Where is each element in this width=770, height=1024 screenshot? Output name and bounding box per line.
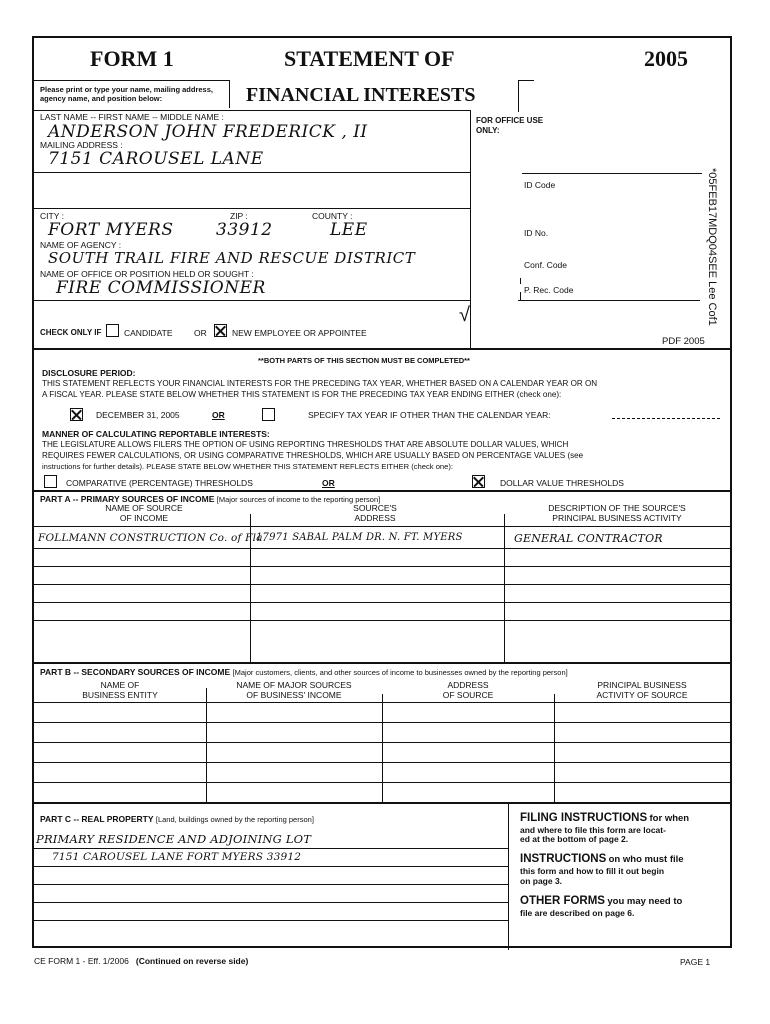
or-label: OR bbox=[194, 328, 207, 338]
part-b-note: [Major customers, clients, and other sources of income to businesses owned by the reporting person] bbox=[232, 668, 568, 677]
part-a-col3-header bbox=[504, 503, 730, 523]
office-value[interactable]: FIRE COMMISSIONER bbox=[56, 278, 266, 298]
dollar-value-checkbox[interactable] bbox=[472, 475, 485, 488]
check-only-if: CHECK ONLY IF bbox=[40, 328, 102, 337]
zip-value[interactable]: 33912 bbox=[216, 220, 273, 240]
name-value[interactable]: ANDERSON JOHN FREDERICK , II bbox=[48, 122, 368, 142]
county-label: COUNTY : bbox=[312, 211, 353, 221]
mailing-label: MAILING ADDRESS : bbox=[40, 140, 123, 150]
check-mark: √ bbox=[459, 304, 470, 326]
id-no-label: ID No. bbox=[524, 228, 549, 238]
part-b-col1-header bbox=[34, 680, 206, 700]
city-value[interactable]: FORT MYERS bbox=[48, 220, 174, 240]
form-1-page bbox=[32, 36, 732, 948]
part-b-col4-header bbox=[554, 680, 730, 700]
part-b-col4-l2: ACTIVITY OF SOURCE bbox=[596, 690, 688, 701]
p-rec-code-label: P. Rec. Code bbox=[524, 285, 574, 295]
office-label: NAME OF OFFICE OR POSITION HELD OR SOUGHT : bbox=[40, 269, 254, 279]
specify-tax-year-checkbox[interactable] bbox=[262, 408, 275, 421]
candidate-label: CANDIDATE bbox=[124, 328, 173, 338]
part-b-col2-header bbox=[206, 680, 382, 700]
instructions-panel bbox=[520, 812, 726, 918]
other-forms-l2: file are described on page 6. bbox=[520, 907, 635, 918]
december-label: DECEMBER 31, 2005 bbox=[96, 410, 180, 420]
part-c-heading-line bbox=[40, 814, 314, 824]
part-b-col3-l2: OF SOURCE bbox=[442, 690, 494, 701]
part-b-heading-line bbox=[40, 667, 568, 677]
part-b-heading: PART B -- SECONDARY SOURCES OF INCOME bbox=[40, 667, 231, 677]
filing-instructions-l3: ed at the bottom of page 2. bbox=[520, 834, 629, 845]
specify-tax-year-field[interactable] bbox=[612, 418, 720, 419]
instructions-tail: on who must file bbox=[608, 854, 684, 866]
mailing-value[interactable]: 7151 CAROUSEL LANE bbox=[48, 149, 264, 169]
instructions-l3: on page 3. bbox=[520, 875, 563, 886]
both-parts-note: **BOTH PARTS OF THIS SECTION MUST BE COMPLETED** bbox=[258, 356, 470, 365]
agency-value[interactable]: SOUTH TRAIL FIRE AND RESCUE DISTRICT bbox=[48, 249, 416, 267]
part-b-col1-l2: BUSINESS ENTITY bbox=[82, 690, 158, 701]
part-a-col2-header bbox=[250, 503, 500, 523]
city-label: CITY : bbox=[40, 211, 64, 221]
conf-code-label: Conf. Code bbox=[524, 260, 567, 270]
disclosure-period-heading: DISCLOSURE PERIOD: bbox=[42, 368, 136, 378]
dollar-label: DOLLAR VALUE THRESHOLDS bbox=[500, 478, 624, 488]
part-b-col3-header bbox=[382, 680, 554, 700]
other-forms-tail: you may need to bbox=[607, 895, 683, 907]
name-label: LAST NAME -- FIRST NAME -- MIDDLE NAME : bbox=[40, 112, 224, 122]
filing-instructions-heading: FILING INSTRUCTIONS bbox=[520, 812, 648, 824]
part-a-col1-l2: OF INCOME bbox=[119, 513, 169, 524]
manner-or-label: OR bbox=[322, 478, 335, 488]
part-b-col4-l1: PRINCIPAL BUSINESS bbox=[597, 680, 687, 690]
agency-label: NAME OF AGENCY : bbox=[40, 240, 122, 250]
received-stamp: *05FEB17MDQ04SEE Lee Cof1 bbox=[706, 168, 718, 326]
county-value[interactable]: LEE bbox=[330, 220, 368, 240]
footer-form-id: CE FORM 1 - Eff. 1/2006 bbox=[34, 956, 129, 966]
zip-label: ZIP : bbox=[230, 211, 248, 221]
part-a-heading: PART A -- PRIMARY SOURCES OF INCOME bbox=[40, 494, 215, 504]
print-instructions-box bbox=[34, 80, 230, 108]
part-b-col2-l1: NAME OF MAJOR SOURCES bbox=[236, 680, 352, 690]
footer-left bbox=[34, 956, 248, 966]
candidate-checkbox[interactable] bbox=[106, 324, 119, 337]
part-a-col3-l2: PRINCIPAL BUSINESS ACTIVITY bbox=[552, 513, 682, 524]
part-a-col1-l1: NAME OF SOURCE bbox=[105, 503, 183, 513]
form-title-line1: STATEMENT OF bbox=[284, 46, 455, 71]
other-forms-heading: OTHER FORMS bbox=[520, 894, 605, 907]
manner-text-2: REQUIRES FEWER CALCULATIONS, OR USING COMPARATIVE THRESHOLDS, WHICH ARE USUALLY BASED ON PERCENTAGE VALUES (see bbox=[42, 451, 584, 460]
form-year: 2005 bbox=[644, 46, 688, 71]
specify-label: SPECIFY TAX YEAR IF OTHER THAN THE CALENDAR YEAR: bbox=[308, 410, 551, 420]
print-instructions: Please print or type your name, mailing address, agency name, and position below: bbox=[40, 85, 213, 103]
part-a-row1-activity[interactable]: GENERAL CONTRACTOR bbox=[514, 532, 663, 545]
part-a-col2-l2: ADDRESS bbox=[354, 513, 396, 524]
period-or-label: OR bbox=[212, 410, 225, 420]
new-employee-checkbox[interactable] bbox=[214, 324, 227, 337]
part-c-note: [Land, buildings owned by the reporting person] bbox=[155, 815, 314, 824]
part-a-note: [Major sources of income to the reporting person] bbox=[216, 495, 381, 504]
instructions-l2: this form and how to fill it out begin bbox=[520, 866, 665, 877]
part-a-col1-header bbox=[34, 503, 254, 523]
part-c-line2[interactable]: 7151 CAROUSEL LANE FORT MYERS 33912 bbox=[52, 851, 302, 863]
part-a-row1-name[interactable]: FOLLMANN CONSTRUCTION Co. of Fla. bbox=[38, 532, 267, 544]
comparative-checkbox[interactable] bbox=[44, 475, 57, 488]
new-employee-label: NEW EMPLOYEE OR APPOINTEE bbox=[232, 328, 367, 338]
part-c-heading: PART C -- REAL PROPERTY bbox=[40, 814, 154, 824]
period-text-2: A FISCAL YEAR. PLEASE STATE BELOW WHETHER THIS STATEMENT IS FOR THE PRECEDING TAX YEAR ENDING EITHER (check one): bbox=[42, 390, 562, 399]
filing-instructions-l2: and where to file this form are locat- bbox=[520, 824, 666, 835]
instructions-heading: INSTRUCTIONS bbox=[520, 853, 607, 866]
pdf-label: PDF 2005 bbox=[662, 336, 705, 347]
period-text-1: THIS STATEMENT REFLECTS YOUR FINANCIAL INTERESTS FOR THE PRECEDING TAX YEAR, WHETHER BASED ON A CALENDAR YEAR OR ON bbox=[42, 379, 598, 388]
footer-page: PAGE 1 bbox=[680, 957, 711, 967]
part-b-col3-l1: ADDRESS bbox=[447, 680, 489, 690]
manner-text-3: instructions for further details). PLEASE STATE BELOW WHETHER THIS STATEMENT REFLECTS EITHER (check one): bbox=[42, 462, 454, 471]
office-use-label: FOR OFFICE USE ONLY: bbox=[476, 116, 544, 135]
form-title-line2: FINANCIAL INTERESTS bbox=[246, 84, 476, 106]
part-b-col1-l1: NAME OF bbox=[100, 680, 140, 690]
part-a-row1-address[interactable]: 17971 SABAL PALM DR. N. FT. MYERS bbox=[256, 532, 463, 543]
part-a-col2-l1: SOURCE'S bbox=[353, 503, 397, 513]
part-a-col3-l1: DESCRIPTION OF THE SOURCE'S bbox=[548, 503, 686, 513]
december-checkbox[interactable] bbox=[70, 408, 83, 421]
manner-heading: MANNER OF CALCULATING REPORTABLE INTERESTS: bbox=[42, 429, 270, 439]
part-c-line1[interactable]: PRIMARY RESIDENCE AND ADJOINING LOT bbox=[36, 832, 312, 846]
manner-text-1: THE LEGISLATURE ALLOWS FILERS THE OPTION OF USING REPORTING THRESHOLDS THAT ARE ABSOLUTE DOLLAR VALUES, WHICH bbox=[42, 440, 569, 449]
form-label: FORM 1 bbox=[90, 46, 174, 71]
part-b-col2-l2: OF BUSINESS' INCOME bbox=[246, 690, 342, 701]
footer-continued: (Continued on reverse side) bbox=[135, 956, 249, 966]
id-code-label: ID Code bbox=[524, 180, 556, 190]
filing-instructions-tail: for when bbox=[649, 813, 690, 824]
comparative-label: COMPARATIVE (PERCENTAGE) THRESHOLDS bbox=[66, 478, 253, 488]
